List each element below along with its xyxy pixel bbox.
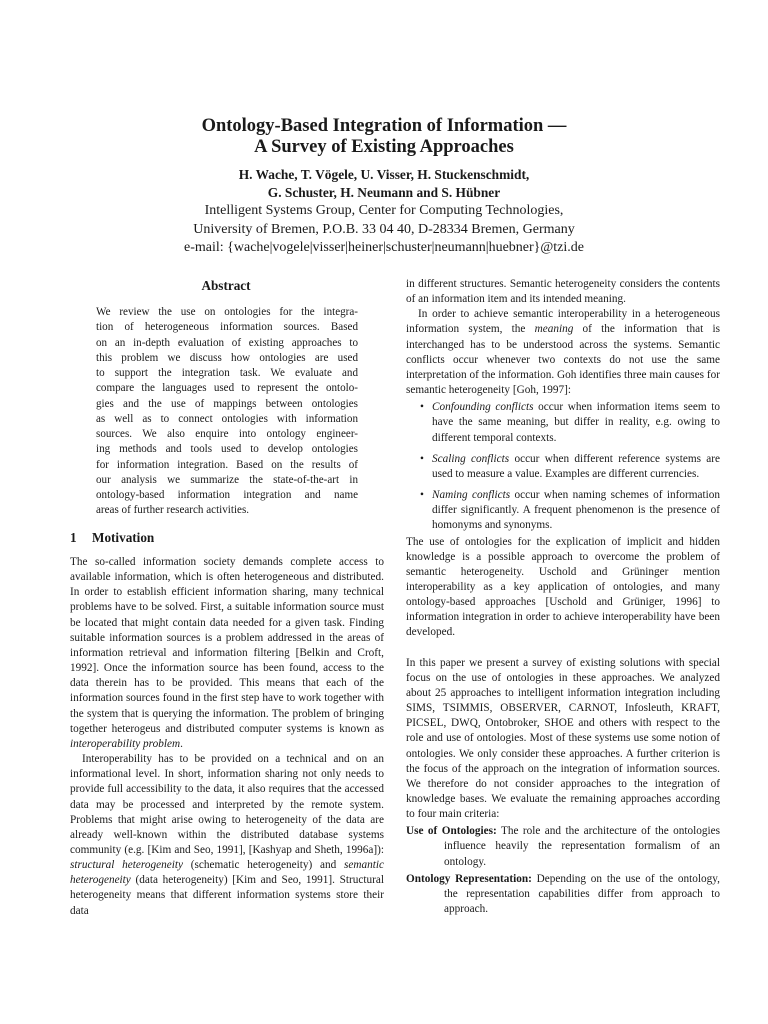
conflict-list xyxy=(406,400,720,533)
paragraph: In this paper we present a survey of existing solutions with special focus on the use of ontologies in these approaches. We analyzed about 25 approaches to intelligent information integration including SIMS, TSIMMIS, OBSERVER, CARNOT, Infosleuth, KRAFT, PICSEL, DWQ, Ontobroker, SHOE and others with respect to the role and use of ontologies. Most of these systems use some notion of ontologies. We only consider these approaches. A further criterion is the focus of the approach on the integration of information sources. We therefore do not consider approaches to the integration of knowledge bases. We evaluate the remaining approaches according to four main criteria: xyxy=(406,656,720,821)
list-item: • Confounding conflicts occur when information items seem to have the same meaning, but differ in reality, e.g. owing to different temporal contexts. xyxy=(406,400,720,445)
abstract-line: this problem we discuss how ontologies are used xyxy=(96,351,358,364)
abstract-line: sources. We also enquire into ontology engineer- xyxy=(96,428,358,440)
abstract-line: gies and the use of mappings between ontologies xyxy=(96,397,358,410)
abstract-line: as well as to connect ontologies with information xyxy=(96,412,358,425)
paragraph: The use of ontologies for the explication of implicit and hidden knowledge is a possible approach to overcome the problem of semantic heterogeneity. Uschold and Grüninger mention interoperability as a key application of ontologies, and many ontology-based approaches [Uschold and Grüniger, 1996] to information integration in order to achieve interoperability have been developed. xyxy=(406,535,720,639)
paragraph: Interoperability has to be provided on a technical and on an informational level. In short, information sharing not only needs to provide full accessibility to the data, it also requires that the accessed data may be processed and interpreted by the remote system. Problems that might arise owing to heterogeneity of the data are already well-known within the distributed database systems community (e.g. [Kim and Seo, 1991], [Kashyap and Sheth, 1996a]): structural heterogeneity (schematic heterogeneity) and semantic heterogeneity (data heterogeneity) [Kim and Seo, 1991]. Structural heterogeneity means that different information systems store their data xyxy=(70,753,385,917)
author-list xyxy=(0,166,768,202)
affiliation-block xyxy=(0,202,768,258)
abstract-line: ing methods and tools used to develop ontologies xyxy=(96,443,358,456)
title-line-1: Ontology-Based Integration of Information — xyxy=(201,116,567,136)
abstract-line: for information integration. Based on the results of xyxy=(96,458,358,471)
contact-email: e-mail: {wache|vogele|visser|heiner|schuster|neumann|huebner}@tzi.de xyxy=(184,240,584,255)
section-heading xyxy=(70,530,154,546)
abstract-line: to support the integration task. We evaluate and xyxy=(96,367,358,379)
paragraph: The so-called information society demands complete access to available information, which is often heterogeneous and distributed. In order to establish efficient information sharing, many technical problems have to be solved. First, a suitable information source must be located that might contain data needed for a given task. Finding suitable information sources is a problem addressed in the areas of information retrieval and information filtering [Belkin and Croft, 1992]. Once the information source has been found, access to the data therein has to be provided. This means that each of the information sources found in the first step have to work together with the system that is querying the information. The problem of bringing together heterogeus and distributed computer systems is known as interoperability problem. xyxy=(70,556,384,750)
affiliation-line-1: Intelligent Systems Group, Center for Computing Technologies, xyxy=(204,203,564,218)
paper-title xyxy=(0,116,768,158)
criteria-item: Ontology Representation: Depending on the use of the ontology, the representation capabilities differ from approach to approach. xyxy=(406,872,720,916)
abstract-line: on an in-depth evaluation of existing approaches to xyxy=(96,336,358,349)
abstract-line: tion of heterogeneous information sources. Based xyxy=(96,321,358,334)
right-column-body xyxy=(406,277,720,917)
affiliation-line-2: University of Bremen, P.O.B. 33 04 40, D-28334 Bremen, Germany xyxy=(193,221,575,237)
abstract-body xyxy=(96,305,358,519)
abstract-heading: Abstract xyxy=(201,278,251,293)
criteria-item: Use of Ontologies: The role and the architecture of the ontologies influence heavily the representation formalism of an ontology. xyxy=(406,825,720,868)
section-number: 1 xyxy=(70,530,77,545)
left-column-body xyxy=(70,555,384,919)
abstract-line: our analysis we summarize the state-of-the-art in xyxy=(96,473,358,486)
abstract-line: We review the use on ontologies for the integra- xyxy=(96,306,358,318)
list-item: • Scaling conflicts occur when different reference systems are used to measure a value. Examples are different currencies. xyxy=(406,452,720,482)
authors-line-1: H. Wache, T. Vögele, U. Visser, H. Stuckenschmidt, xyxy=(238,167,530,182)
abstract-line: ontology-based information integration and name xyxy=(96,489,358,501)
abstract-line: compare the languages used to represent the ontolo- xyxy=(96,382,358,395)
section-title: Motivation xyxy=(92,530,155,545)
title-line-2: A Survey of Existing Approaches xyxy=(254,137,514,157)
paragraph: In order to achieve semantic interoperability in a heterogeneous information system, the meaning of the information that is interchanged has to be understood across the systems. Semantic conflicts occur whenever two contexts do not use the same interpretation of the information. Goh identifies three main causes for semantic heterogeneity [Goh, 1997]: xyxy=(406,308,721,397)
list-item: • Naming conflicts occur when naming schemes of information differ significantly. A frequent phenomenon is the presence of homonyms and synonyms. xyxy=(406,488,720,533)
authors-line-2: G. Schuster, H. Neumann and S. Hübner xyxy=(267,185,501,200)
abstract-line: areas of further research activities. xyxy=(96,504,250,517)
paragraph: in different structures. Semantic heterogeneity considers the contents of an information item and its intended meaning. xyxy=(406,278,720,306)
